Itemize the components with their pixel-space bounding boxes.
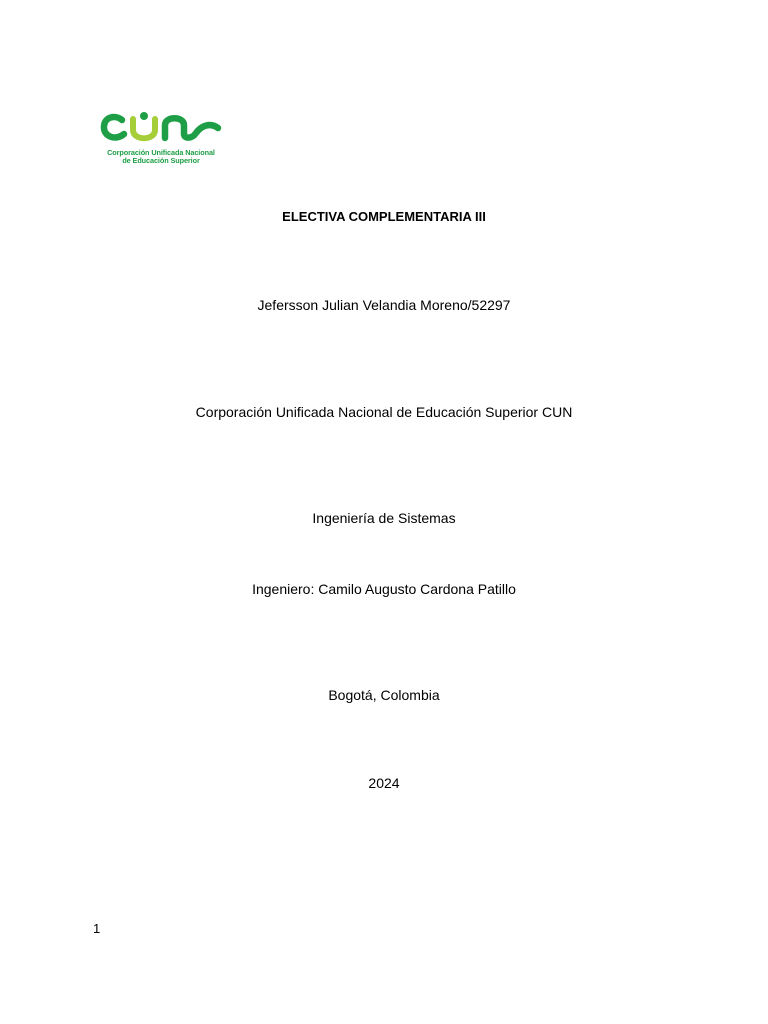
logo-subtitle-line-2: de Educación Superior xyxy=(122,156,200,165)
location-line: Bogotá, Colombia xyxy=(328,687,440,703)
cun-logo-mark xyxy=(100,108,222,148)
logo-subtitle-line-1: Corporación Unificada Nacional xyxy=(107,148,215,157)
document-title: ELECTIVA COMPLEMENTARIA III xyxy=(282,209,486,224)
author-line: Jefersson Julian Velandia Moreno/52297 xyxy=(257,297,511,313)
year-line: 2024 xyxy=(368,775,400,791)
institution-logo xyxy=(100,108,222,168)
logo-subtitle xyxy=(100,149,222,165)
page-number: 1 xyxy=(93,921,101,936)
program-line: Ingeniería de Sistemas xyxy=(312,510,456,526)
instructor-line: Ingeniero: Camilo Augusto Cardona Patillo xyxy=(252,581,516,597)
institution-line: Corporación Unificada Nacional de Educación Superior CUN xyxy=(195,404,573,420)
